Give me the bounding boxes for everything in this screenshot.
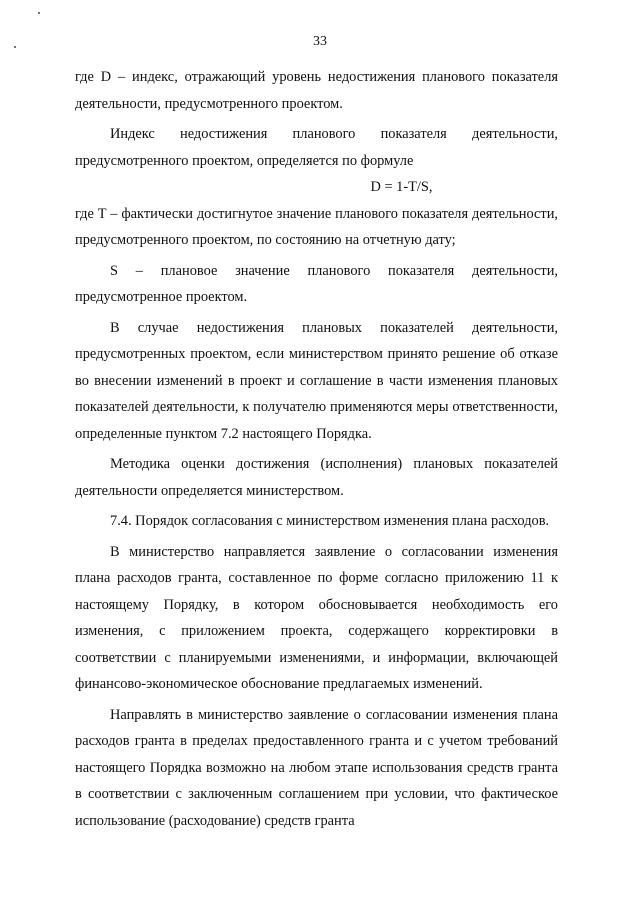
page-number: 33 <box>313 34 327 49</box>
paragraph: В министерство направляется заявление о согласовании изменения плана расходов гранта, составленное по форме согласно приложению 11 к настоящему Порядку, в котором обосновывается необходимость его изменения, с приложением проекта, содержащего корректировки в соответствии с планируемыми изменениями, и информации, включающей финансово-экономическое обоснование предлагаемых изменений. <box>75 543 558 692</box>
paragraph: где T – фактически достигнутое значение планового показателя деятельности, предусмотренного проектом, по состоянию на отчетную дату; <box>75 205 558 248</box>
document-body <box>75 64 558 834</box>
formula: D = 1-T/S, <box>370 179 433 195</box>
paragraph: S – плановое значение планового показателя деятельности, предусмотренное проектом. <box>75 262 558 305</box>
scan-speck <box>38 12 40 14</box>
paragraph: В случае недостижения плановых показателей деятельности, предусмотренных проектом, если министерством принято решение об отказе во внесении изменений в проект и соглашение в части изменения плановых показателей деятельности, к получателю применяются меры ответственности, определенные пунктом 7.2 настоящего Порядка. <box>75 319 558 442</box>
paragraph: Методика оценки достижения (исполнения) плановых показателей деятельности определяется министерством. <box>75 456 558 499</box>
paragraph: Индекс недостижения планового показателя деятельности, предусмотренного проектом, определяется по формуле <box>75 126 558 169</box>
section-heading-7-4: 7.4. Порядок согласования с министерством изменения плана расходов. <box>110 513 550 529</box>
paragraph: где D – индекс, отражающий уровень недостижения планового показателя деятельности, предусмотренного проектом. <box>75 69 558 112</box>
paragraph: Направлять в министерство заявление о согласовании изменения плана расходов гранта в пределах предоставленного гранта и с учетом требований настоящего Порядка возможно на любом этапе использования средств гранта в соответствии с заключенным соглашением при условии, что фактическое использование (расходование) средств гранта <box>75 706 558 829</box>
